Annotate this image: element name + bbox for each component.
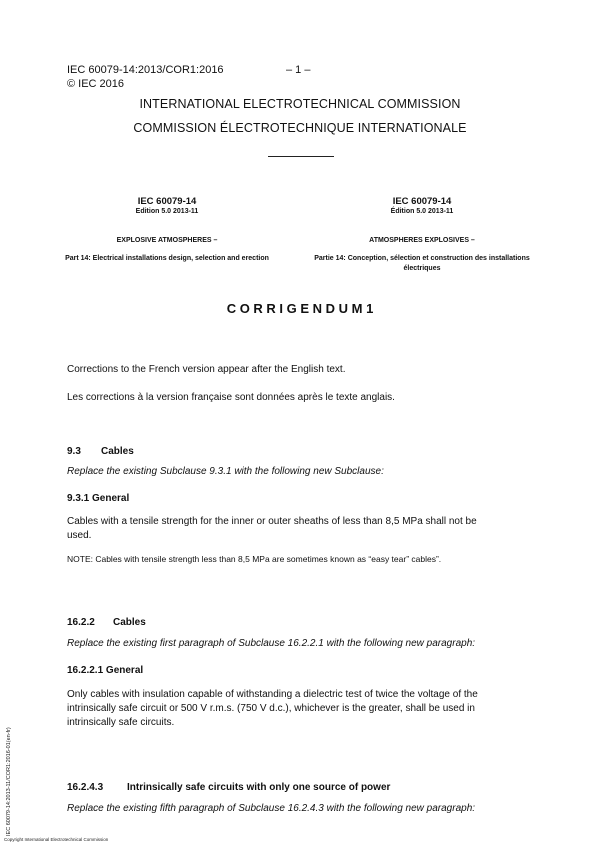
subsection-9-3-1-line-1: Cables with a tensile strength for the inner or outer sheaths of less than 8,5 MPa shall not be bbox=[67, 516, 477, 527]
side-stamp: IEC 60079-14:2013-11/COR1:2016-01(en-fr) bbox=[6, 727, 12, 836]
english-edition: Edition 5.0 2013-11 bbox=[135, 208, 199, 215]
divider bbox=[268, 156, 334, 157]
french-edition: Édition 5.0 2013-11 bbox=[390, 208, 454, 215]
section-9-3-instruction: Replace the existing Subclause 9.3.1 with the following new Subclause: bbox=[67, 466, 384, 477]
corrigendum-title: C O R R I G E N D U M 1 bbox=[226, 301, 374, 316]
section-16-2-2-number: 16.2.2 bbox=[67, 617, 95, 628]
intro-english: Corrections to the French version appear after the English text. bbox=[67, 364, 346, 375]
page-number: – 1 – bbox=[286, 64, 311, 76]
french-title: ATMOSPHERES EXPLOSIVES – bbox=[369, 237, 475, 244]
subsection-9-3-1-note: NOTE: Cables with tensile strength less than 8,5 MPa are sometimes known as “easy tear” cables”. bbox=[67, 554, 442, 564]
subsection-16-2-2-1-line-3: intrinsically safe circuits. bbox=[67, 717, 175, 728]
footer-copyright: Copyright International Electrotechnical Commission bbox=[4, 837, 109, 842]
section-16-2-4-3-number: 16.2.4.3 bbox=[67, 782, 104, 793]
english-title: EXPLOSIVE ATMOSPHERES – bbox=[116, 237, 218, 244]
copyright: © IEC 2016 bbox=[67, 78, 125, 90]
english-standard-number: IEC 60079-14 bbox=[137, 196, 197, 207]
section-16-2-4-3-title: Intrinsically safe circuits with only one source of power bbox=[127, 782, 391, 793]
section-16-2-2-instruction: Replace the existing first paragraph of Subclause 16.2.2.1 with the following new paragraph: bbox=[67, 638, 476, 649]
section-9-3-title: Cables bbox=[101, 446, 134, 457]
intro-french: Les corrections à la version française sont données après le texte anglais. bbox=[67, 392, 395, 403]
english-column bbox=[42, 196, 292, 264]
document-id: IEC 60079-14:2013/COR1:2016 bbox=[67, 64, 224, 76]
section-16-2-4-3-instruction: Replace the existing fifth paragraph of Subclause 16.2.4.3 with the following new paragraph: bbox=[67, 803, 476, 814]
french-column bbox=[297, 196, 547, 274]
subsection-9-3-1-line-2: used. bbox=[67, 530, 92, 541]
french-standard-number: IEC 60079-14 bbox=[392, 196, 452, 207]
subsection-16-2-2-1-heading: 16.2.2.1 General bbox=[67, 665, 144, 676]
subsection-16-2-2-1-line-2: intrinsically safe circuit or 500 V r.m.s. (750 V d.c.), whichever is the greater, shall be used in bbox=[67, 703, 475, 714]
french-part-title: Partie 14: Conception, sélection et construction des installations électriques bbox=[314, 255, 530, 272]
section-9-3-number: 9.3 bbox=[67, 446, 81, 457]
english-part-title: Part 14: Electrical installations design, selection and erection bbox=[65, 255, 269, 262]
org-name-french: COMMISSION ÉLECTROTECHNIQUE INTERNATIONALE bbox=[133, 121, 467, 135]
section-16-2-2-title: Cables bbox=[113, 617, 146, 628]
org-name-english: INTERNATIONAL ELECTROTECHNICAL COMMISSION bbox=[139, 97, 461, 111]
subsection-16-2-2-1-line-1: Only cables with insulation capable of withstanding a dielectric test of twice the voltage of the bbox=[67, 689, 478, 700]
subsection-9-3-1-heading: 9.3.1 General bbox=[67, 493, 130, 504]
